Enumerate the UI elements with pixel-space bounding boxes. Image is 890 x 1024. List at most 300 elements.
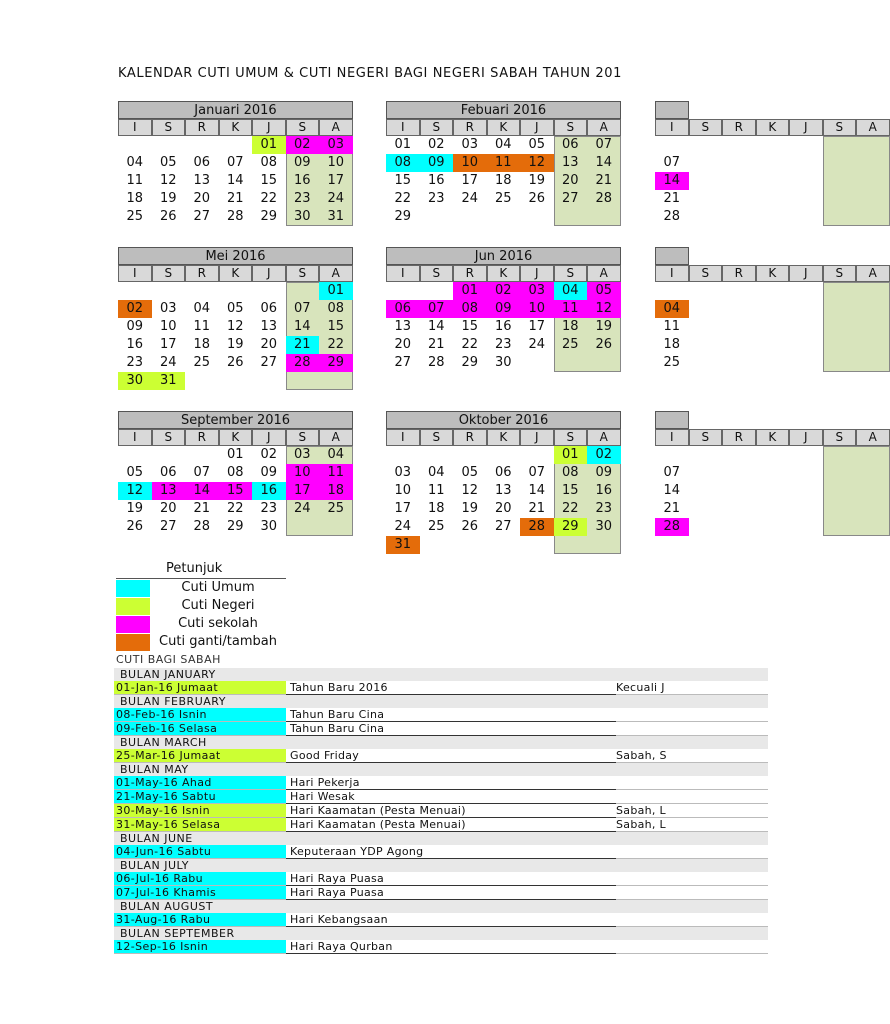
holiday-note: Kecuali J (616, 681, 665, 694)
day-cell: 10 (394, 483, 412, 498)
weekday-label: I (386, 119, 420, 136)
weekday-label: S (152, 429, 186, 446)
day-cell: 05 (461, 465, 479, 480)
calendar-grid (118, 282, 353, 390)
day-cell: 07 (420, 300, 454, 318)
week-row (118, 282, 353, 300)
holiday-row (114, 749, 768, 763)
legend-item-cuti-umum (116, 579, 286, 597)
weekday-label: R (453, 119, 487, 136)
calendar-may (118, 247, 353, 390)
weekday-label: J (252, 119, 286, 136)
legend-label: Cuti Umum (181, 580, 255, 595)
day-cell: 01 (252, 136, 286, 154)
week-row (386, 446, 621, 464)
legend-label: Cuti sekolah (178, 616, 258, 631)
day-cell: 15 (561, 483, 579, 498)
day-cell: 15 (394, 173, 412, 188)
day-cell: 29 (394, 209, 412, 224)
weekday-label: J (252, 429, 286, 446)
weekday-label: R (185, 429, 219, 446)
day-cell (286, 282, 320, 300)
day-cell (286, 518, 320, 536)
day-cell: 08 (386, 154, 420, 172)
calendar-june (386, 247, 621, 372)
day-cell: 10 (286, 464, 320, 482)
week-row (386, 482, 621, 500)
week-row (386, 336, 621, 354)
week-row (655, 190, 689, 208)
legend-title: Petunjuk (166, 561, 223, 576)
day-cell (420, 446, 454, 464)
weekday-label: S (420, 429, 454, 446)
day-cell: 21 (663, 191, 681, 206)
day-cell: 05 (226, 301, 244, 316)
week-row (386, 172, 621, 190)
weekday-label: S (554, 265, 588, 282)
week-row (118, 318, 353, 336)
month-header (655, 101, 689, 119)
day-cell (520, 354, 554, 372)
month-header: Januari 2016 (118, 101, 353, 119)
month-header: September 2016 (118, 411, 353, 429)
calendar-november-partial (655, 411, 877, 536)
day-cell: 19 (159, 191, 177, 206)
day-cell (554, 536, 588, 554)
day-cell (453, 446, 487, 464)
week-row (386, 354, 621, 372)
week-row (118, 136, 353, 154)
holiday-name: Hari Raya Qurban (290, 940, 393, 953)
holiday-row (114, 940, 768, 954)
day-cell (689, 300, 723, 318)
month-header (655, 247, 689, 265)
holiday-date: 01-May-16 Ahad (114, 776, 286, 789)
legend-swatch-lime (116, 598, 150, 615)
holiday-date: 21-May-16 Sabtu (114, 790, 286, 803)
holiday-list (114, 652, 768, 954)
weekday-label: S (420, 265, 454, 282)
day-cell (118, 446, 152, 464)
day-cell: 20 (193, 191, 211, 206)
holiday-name: Hari Kaamatan (Pesta Menuai) (290, 804, 466, 817)
holiday-row (114, 790, 768, 804)
document-title: KALENDAR CUTI UMUM & CUTI NEGERI BAGI NEGERI SABAH TAHUN 201 (118, 66, 623, 81)
day-cell: 14 (595, 155, 613, 170)
day-cell: 28 (286, 354, 320, 372)
weekday-header-row (655, 429, 877, 446)
weekday-label: A (587, 119, 621, 136)
day-cell: 26 (461, 519, 479, 534)
holiday-month-header: BULAN JUNE (114, 832, 768, 845)
day-cell: 03 (319, 136, 353, 154)
weekday-label: R (185, 265, 219, 282)
weekday-label: K (487, 119, 521, 136)
day-cell: 11 (427, 483, 445, 498)
day-cell: 19 (126, 501, 144, 516)
week-row (655, 482, 689, 500)
day-cell (655, 282, 689, 300)
day-cell (487, 208, 521, 226)
day-cell: 23 (293, 191, 311, 206)
day-cell (689, 190, 723, 208)
week-row (118, 372, 353, 390)
day-cell (185, 136, 219, 154)
day-cell: 04 (327, 447, 345, 462)
weekday-label: R (722, 265, 756, 282)
day-cell: 11 (663, 319, 681, 334)
day-cell: 23 (595, 501, 613, 516)
day-cell (152, 136, 186, 154)
week-row (655, 446, 689, 464)
day-cell: 01 (394, 137, 412, 152)
holiday-name: Keputeraan YDP Agong (290, 845, 424, 858)
day-cell (689, 354, 723, 372)
day-cell: 29 (461, 355, 479, 370)
day-cell: 03 (159, 301, 177, 316)
holiday-month-header: BULAN MAY (114, 763, 768, 776)
weekday-label: K (756, 429, 790, 446)
day-cell: 25 (193, 355, 211, 370)
weekday-label: J (789, 119, 823, 136)
legend-item-cuti-negeri (116, 597, 286, 615)
day-cell: 18 (427, 501, 445, 516)
holiday-row (114, 886, 768, 900)
day-cell (219, 282, 253, 300)
day-cell: 02 (118, 300, 152, 318)
holiday-date: 06-Jul-16 Rabu (114, 872, 286, 885)
week-row (386, 154, 621, 172)
calendar-grid (118, 446, 353, 536)
calendar-february (386, 101, 621, 226)
weekday-label: K (756, 119, 790, 136)
legend-swatch-orange (116, 634, 150, 651)
day-cell: 28 (595, 191, 613, 206)
weekday-label: I (655, 265, 689, 282)
calendar-grid (386, 446, 621, 554)
week-row (118, 518, 353, 536)
day-cell: 16 (427, 173, 445, 188)
calendar-january (118, 101, 353, 226)
holiday-row (114, 776, 768, 790)
day-cell: 24 (394, 519, 412, 534)
day-cell: 18 (663, 337, 681, 352)
day-cell: 04 (126, 155, 144, 170)
day-cell (118, 136, 152, 154)
day-cell: 05 (528, 137, 546, 152)
day-cell (286, 372, 320, 390)
week-row (655, 464, 689, 482)
day-cell: 13 (561, 155, 579, 170)
day-cell: 18 (193, 337, 211, 352)
day-cell: 06 (561, 137, 579, 152)
week-row (118, 354, 353, 372)
day-cell (219, 372, 253, 390)
weekday-label: I (655, 119, 689, 136)
weekday-header-row (655, 265, 877, 282)
day-cell: 22 (260, 191, 278, 206)
day-cell: 01 (226, 447, 244, 462)
holiday-month-header: BULAN JANUARY (114, 668, 768, 681)
day-cell: 05 (587, 282, 621, 300)
weekday-label: K (487, 265, 521, 282)
holiday-name: Hari Raya Puasa (290, 872, 385, 885)
weekday-label: A (587, 429, 621, 446)
holiday-name: Tahun Baru Cina (290, 708, 385, 721)
weekday-label: J (520, 265, 554, 282)
day-cell: 18 (494, 173, 512, 188)
day-cell (689, 318, 723, 336)
day-cell: 28 (663, 209, 681, 224)
day-cell: 21 (193, 501, 211, 516)
day-cell: 12 (461, 483, 479, 498)
weekday-label: S (152, 265, 186, 282)
day-cell: 03 (520, 282, 554, 300)
week-row (386, 300, 621, 318)
day-cell: 06 (494, 465, 512, 480)
week-row (386, 282, 621, 300)
weekday-label: A (856, 429, 890, 446)
day-cell: 23 (494, 337, 512, 352)
holiday-name: Hari Raya Puasa (290, 886, 385, 899)
day-cell: 12 (118, 482, 152, 500)
holiday-name: Tahun Baru Cina (290, 722, 385, 735)
day-cell: 29 (260, 209, 278, 224)
day-cell: 31 (152, 372, 186, 390)
day-cell: 04 (655, 300, 689, 318)
day-cell: 24 (159, 355, 177, 370)
week-row (386, 208, 621, 226)
day-cell: 13 (494, 483, 512, 498)
calendar-grid (386, 136, 621, 226)
day-cell: 06 (386, 300, 420, 318)
week-row (386, 136, 621, 154)
holiday-row (114, 913, 768, 927)
day-cell: 15 (327, 319, 345, 334)
day-cell: 10 (327, 155, 345, 170)
day-cell: 09 (487, 300, 521, 318)
month-header: Mei 2016 (118, 247, 353, 265)
day-cell: 23 (126, 355, 144, 370)
day-cell: 10 (453, 154, 487, 172)
day-cell: 14 (226, 173, 244, 188)
holiday-month-header: BULAN JULY (114, 859, 768, 872)
day-cell: 27 (260, 355, 278, 370)
holiday-name: Hari Kebangsaan (290, 913, 388, 926)
weekday-label: K (487, 429, 521, 446)
week-row (118, 172, 353, 190)
day-cell: 04 (554, 282, 588, 300)
legend-swatch-magenta (116, 616, 150, 633)
day-cell: 20 (494, 501, 512, 516)
weekday-label: J (789, 265, 823, 282)
day-cell: 11 (126, 173, 144, 188)
holiday-row (114, 872, 768, 886)
weekday-label: A (319, 265, 353, 282)
day-cell (252, 372, 286, 390)
day-cell: 11 (319, 464, 353, 482)
week-row (655, 282, 689, 300)
weekend-band (823, 282, 890, 372)
weekday-header-row (386, 429, 621, 446)
holiday-note: Sabah, L (616, 818, 666, 831)
day-cell (554, 208, 588, 226)
day-cell: 15 (219, 482, 253, 500)
holiday-note: Sabah, S (616, 749, 667, 762)
day-cell: 11 (193, 319, 211, 334)
day-cell: 17 (461, 173, 479, 188)
weekend-band (823, 446, 890, 536)
holiday-month-header: BULAN FEBRUARY (114, 695, 768, 708)
day-cell: 24 (461, 191, 479, 206)
weekday-label: K (219, 429, 253, 446)
holiday-date: 30-May-16 Isnin (114, 804, 286, 817)
legend-label: Cuti Negeri (181, 598, 255, 613)
day-cell: 17 (286, 482, 320, 500)
day-cell (118, 282, 152, 300)
day-cell: 09 (595, 465, 613, 480)
weekday-header-row (118, 429, 353, 446)
day-cell (689, 500, 723, 518)
holiday-row (114, 845, 768, 859)
weekend-band (823, 136, 890, 226)
day-cell: 16 (252, 482, 286, 500)
day-cell: 10 (159, 319, 177, 334)
day-cell: 02 (587, 446, 621, 464)
day-cell: 09 (420, 154, 454, 172)
holiday-underline (286, 953, 616, 954)
calendar-october (386, 411, 621, 554)
day-cell: 26 (126, 519, 144, 534)
weekday-label: K (219, 119, 253, 136)
weekday-header-row (386, 119, 621, 136)
weekday-label: A (319, 119, 353, 136)
day-cell: 13 (394, 319, 412, 334)
day-cell: 30 (260, 519, 278, 534)
calendar-grid (655, 446, 689, 536)
calendar-july-partial (655, 247, 877, 372)
day-cell: 22 (461, 337, 479, 352)
day-cell (386, 282, 420, 300)
weekday-label: I (118, 265, 152, 282)
holiday-row (114, 708, 768, 722)
day-cell: 11 (554, 300, 588, 318)
day-cell: 30 (494, 355, 512, 370)
day-cell (689, 282, 723, 300)
day-cell: 25 (327, 501, 345, 516)
week-row (655, 172, 689, 190)
weekday-label: R (722, 429, 756, 446)
weekday-header-row (118, 119, 353, 136)
weekday-label: J (789, 429, 823, 446)
weekday-header-row (386, 265, 621, 282)
day-cell: 05 (126, 465, 144, 480)
day-cell: 31 (327, 209, 345, 224)
weekday-label: S (420, 119, 454, 136)
weekday-label: I (118, 429, 152, 446)
calendar-grid (118, 136, 353, 226)
day-cell: 07 (595, 137, 613, 152)
day-cell (689, 446, 723, 464)
day-cell (655, 136, 689, 154)
weekday-label: S (823, 429, 857, 446)
day-cell (587, 354, 621, 372)
holiday-name: Good Friday (290, 749, 360, 762)
day-cell: 25 (561, 337, 579, 352)
day-cell: 09 (293, 155, 311, 170)
day-cell: 03 (461, 137, 479, 152)
day-cell (152, 282, 186, 300)
holiday-month-header: BULAN SEPTEMBER (114, 927, 768, 940)
day-cell: 22 (327, 337, 345, 352)
legend-label: Cuti ganti/tambah (159, 634, 277, 649)
weekday-label: J (520, 119, 554, 136)
weekday-label: A (856, 119, 890, 136)
day-cell: 28 (427, 355, 445, 370)
holiday-note: Sabah, L (616, 804, 666, 817)
day-cell: 04 (494, 137, 512, 152)
weekday-label: S (689, 429, 723, 446)
holiday-month-header: BULAN MARCH (114, 736, 768, 749)
day-cell (319, 518, 353, 536)
day-cell (689, 482, 723, 500)
day-cell (152, 446, 186, 464)
weekday-header-row (118, 265, 353, 282)
legend-item-cuti-sekolah (116, 615, 286, 633)
day-cell: 02 (427, 137, 445, 152)
week-row (655, 500, 689, 518)
weekday-label: S (554, 119, 588, 136)
holiday-date: 07-Jul-16 Khamis (114, 886, 286, 899)
month-header: Jun 2016 (386, 247, 621, 265)
day-cell: 10 (520, 300, 554, 318)
weekday-label: S (152, 119, 186, 136)
day-cell: 09 (126, 319, 144, 334)
day-cell (520, 536, 554, 554)
day-cell: 15 (260, 173, 278, 188)
holiday-date: 12-Sep-16 Isnin (114, 940, 286, 953)
day-cell: 13 (260, 319, 278, 334)
calendar-march-partial (655, 101, 877, 226)
day-cell: 22 (561, 501, 579, 516)
calendar-grid (655, 282, 689, 372)
holiday-date: 25-Mar-16 Jumaat (114, 749, 286, 762)
day-cell: 17 (327, 173, 345, 188)
day-cell: 28 (520, 518, 554, 536)
weekday-label: I (386, 265, 420, 282)
day-cell (520, 208, 554, 226)
day-cell: 27 (159, 519, 177, 534)
day-cell: 03 (293, 447, 311, 462)
day-cell: 11 (487, 154, 521, 172)
week-row (655, 518, 689, 536)
day-cell (386, 446, 420, 464)
day-cell (487, 446, 521, 464)
day-cell: 08 (226, 465, 244, 480)
day-cell (554, 354, 588, 372)
weekday-label: S (689, 265, 723, 282)
day-cell (689, 208, 723, 226)
holiday-date: 09-Feb-16 Selasa (114, 722, 286, 735)
day-cell: 26 (595, 337, 613, 352)
day-cell: 07 (193, 465, 211, 480)
holiday-date: 08-Feb-16 Isnin (114, 708, 286, 721)
day-cell: 22 (394, 191, 412, 206)
week-row (655, 136, 689, 154)
day-cell: 17 (159, 337, 177, 352)
day-cell (520, 446, 554, 464)
day-cell: 25 (663, 355, 681, 370)
